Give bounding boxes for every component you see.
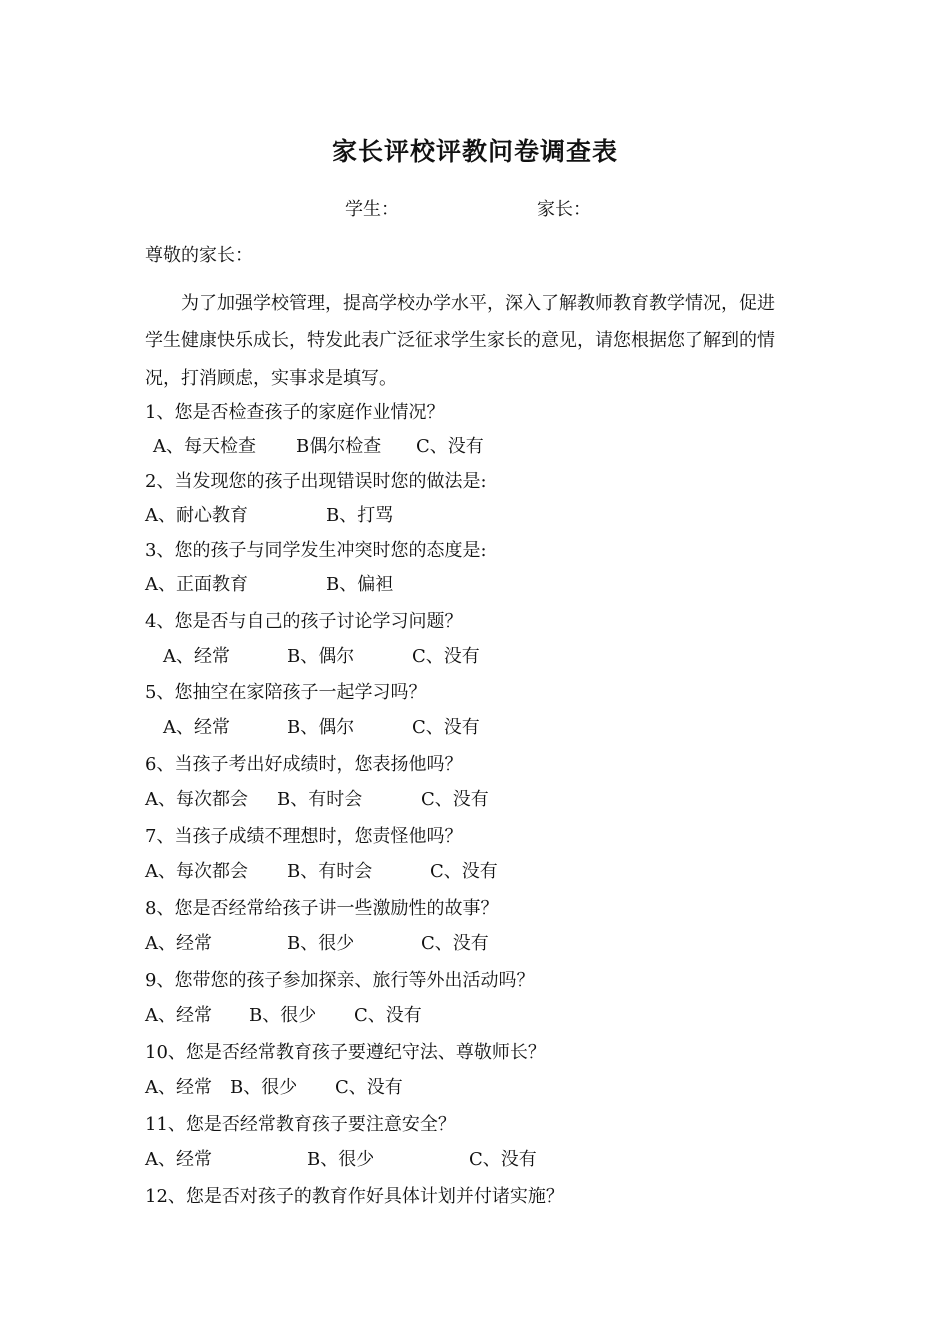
option: B、偶尔 (287, 717, 355, 738)
option: C、没有 (416, 436, 484, 457)
option: B、很少 (230, 1077, 298, 1098)
option: B、有时会 (277, 789, 363, 810)
greeting: 尊敬的家长： (145, 245, 253, 266)
question-7: 7、当孩子成绩不理想时，您责怪他吗？ (145, 826, 463, 847)
question-10: 10、您是否经常教育孩子要遵纪守法、尊敬师长？ (145, 1042, 546, 1063)
intro-line-2: 学生健康快乐成长，特发此表广泛征求学生家长的意见，请您根据您了解到的情 (145, 330, 775, 351)
parent-field-label: 家长： (537, 199, 591, 220)
option: C、没有 (412, 646, 480, 667)
option: B、打骂 (326, 505, 394, 526)
intro-line-1: 为了加强学校管理，提高学校办学水平，深入了解教师教育教学情况，促进 (181, 293, 775, 314)
option: A、每次都会 (145, 789, 248, 810)
question-1: 1、您是否检查孩子的家庭作业情况？ (145, 402, 445, 423)
intro-line-3: 况，打消顾虑，实事求是填写。 (145, 368, 397, 389)
question-3: 3、您的孩子与同学发生冲突时您的态度是: (145, 540, 487, 561)
question-12: 12、您是否对孩子的教育作好具体计划并付诸实施？ (145, 1186, 564, 1207)
option: B、很少 (249, 1005, 317, 1026)
student-field-label: 学生： (345, 199, 399, 220)
question-11: 11、您是否经常教育孩子要注意安全？ (145, 1114, 456, 1135)
option: A、经常 (145, 1077, 212, 1098)
option: C、没有 (469, 1149, 537, 1170)
option: A、耐心教育 (145, 505, 248, 526)
option: A、经常 (145, 933, 212, 954)
option: A、经常 (145, 1149, 212, 1170)
option: C、没有 (421, 789, 489, 810)
question-2: 2、当发现您的孩子出现错误时您的做法是: (145, 471, 487, 492)
question-9: 9、您带您的孩子参加探亲、旅行等外出活动吗？ (145, 970, 535, 991)
option: A、每天检查 (153, 436, 256, 457)
option: B、很少 (307, 1149, 375, 1170)
option: C、没有 (430, 861, 498, 882)
question-5: 5、您抽空在家陪孩子一起学习吗？ (145, 682, 427, 703)
option: B、偏袒 (326, 574, 394, 595)
option: B、有时会 (287, 861, 373, 882)
option: B、偶尔 (287, 646, 355, 667)
option: C、没有 (354, 1005, 422, 1026)
document-title: 家长评校评教问卷调查表 (331, 137, 618, 166)
option: B、很少 (287, 933, 355, 954)
option: C、没有 (335, 1077, 403, 1098)
option: A、经常 (145, 1005, 212, 1026)
option: C、没有 (412, 717, 480, 738)
option: A、经常 (163, 717, 230, 738)
question-6: 6、当孩子考出好成绩时，您表扬他吗？ (145, 754, 463, 775)
option: A、每次都会 (145, 861, 248, 882)
question-4: 4、您是否与自己的孩子讨论学习问题？ (145, 611, 463, 632)
option: A、正面教育 (145, 574, 248, 595)
question-8: 8、您是否经常给孩子讲一些激励性的故事？ (145, 898, 499, 919)
option: A、经常 (163, 646, 230, 667)
option: C、没有 (421, 933, 489, 954)
option: B偶尔检查 (296, 436, 382, 457)
